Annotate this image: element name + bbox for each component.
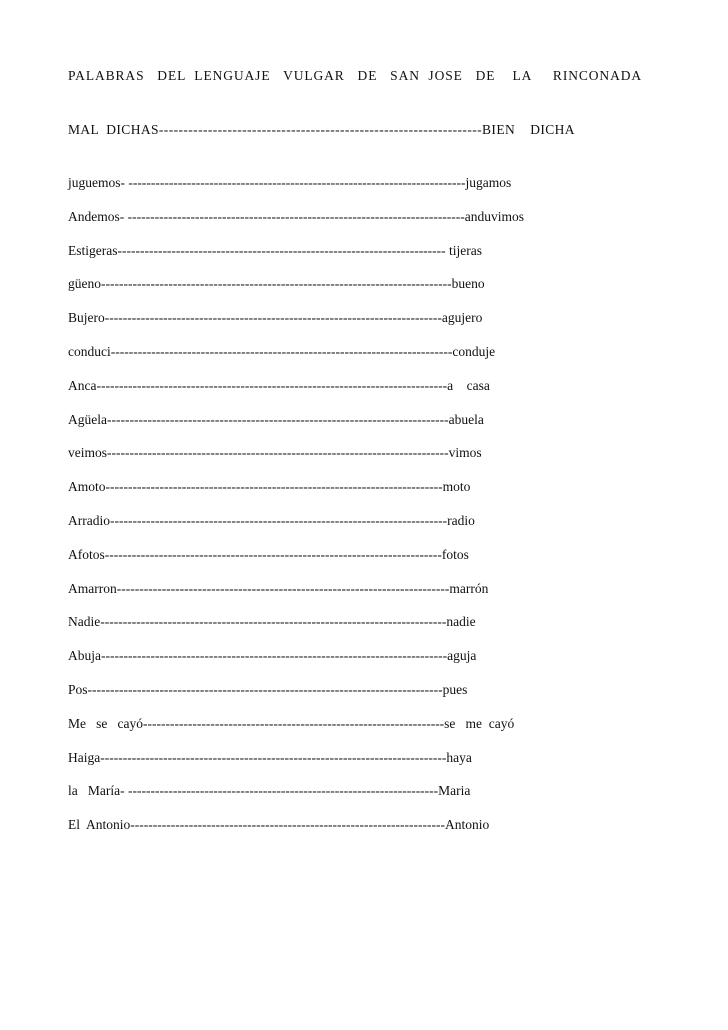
- word-entry: Afotos---------------------------------------------------------------------------fotos: [68, 547, 469, 562]
- word-entry: conduci----------------------------------------------------------------------------conduje: [68, 344, 496, 359]
- word-entry: Estigeras------------------------------------------------------------------------- tijeras: [68, 243, 483, 258]
- word-entry: Anca------------------------------------------------------------------------------a casa: [68, 378, 490, 393]
- word-entry: la María- ---------------------------------------------------------------------Maria: [68, 783, 471, 798]
- word-entry: Andemos- ---------------------------------------------------------------------------anduvimos: [68, 209, 525, 224]
- word-entry: Amoto---------------------------------------------------------------------------moto: [68, 479, 471, 494]
- word-entry: Haiga-----------------------------------------------------------------------------haya: [68, 750, 472, 765]
- word-entry: güeno------------------------------------------------------------------------------bueno: [68, 276, 485, 291]
- word-entry: El Antonio----------------------------------------------------------------------Antonio: [68, 817, 490, 832]
- word-entry: Amarron--------------------------------------------------------------------------marrón: [68, 581, 489, 596]
- word-entry: veimos----------------------------------------------------------------------------vimos: [68, 445, 482, 460]
- word-entry: Nadie-----------------------------------------------------------------------------nadie: [68, 614, 476, 629]
- word-entry: Pos-------------------------------------------------------------------------------pues: [68, 682, 468, 697]
- word-entry: Me se cayó-------------------------------------------------------------------se me cayó: [68, 716, 515, 731]
- word-entry: Bujero---------------------------------------------------------------------------agujero: [68, 310, 483, 325]
- word-entry: Arradio---------------------------------------------------------------------------radio: [68, 513, 475, 528]
- column-header: MAL DICHAS------------------------------------------------------------------BIEN DICHA: [68, 122, 575, 137]
- word-entry: Abuja-----------------------------------------------------------------------------aguja: [68, 648, 477, 663]
- word-entry: Agüela----------------------------------------------------------------------------abuela: [68, 412, 484, 427]
- document-title: PALABRAS DEL LENGUAJE VULGAR DE SAN JOSE DE LA RINCONADA: [68, 68, 643, 83]
- word-entry: juguemos- ---------------------------------------------------------------------------jugamos: [68, 175, 512, 190]
